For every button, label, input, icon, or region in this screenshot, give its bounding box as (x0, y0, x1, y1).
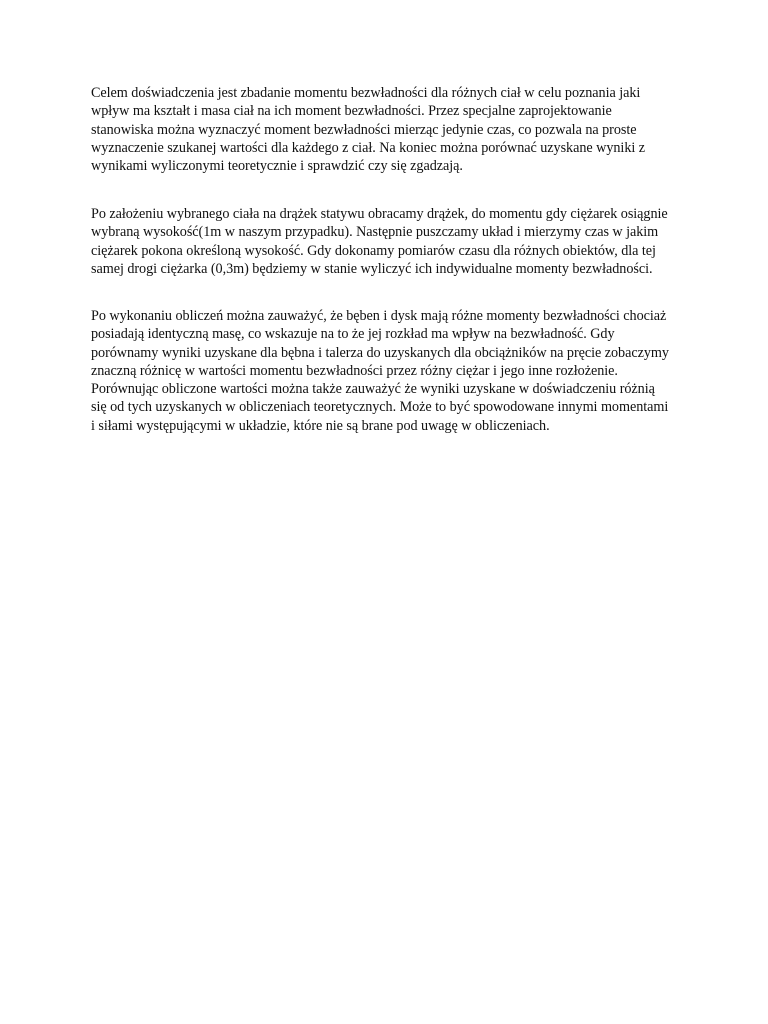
text-line: porównamy wyniki uzyskane dla bębna i talerza do uzyskanych dla obciążników na pręcie zobaczymy (91, 344, 669, 361)
text-line: samej drogi ciężarka (0,3m) będziemy w stanie wyliczyć ich indywidualne momenty bezwładności. (91, 260, 653, 277)
text-line: się od tych uzyskanych w obliczeniach teoretycznych. Może to być spowodowane innymi momentami (91, 399, 669, 416)
text-line: stanowiska można wyznaczyć moment bezwładności mierząc jedynie czas, co pozwala na proste (91, 121, 637, 138)
text-line: ciężarek pokona określoną wysokość. Gdy dokonamy pomiarów czasu dla różnych obiektów, dla tej (91, 242, 656, 259)
paragraph-purpose (91, 84, 681, 175)
text-line: Po wykonaniu obliczeń można zauważyć, że bęben i dysk mają różne momenty bezwładności chociaż (91, 308, 667, 324)
text-line: Porównując obliczone wartości można także zauważyć że wyniki uzyskane w doświadczeniu różnią (91, 381, 655, 398)
text-line: Po założeniu wybranego ciała na drążek statywu obracamy drążek, do momentu gdy ciężarek osiągnie (91, 206, 668, 222)
paragraph-procedure (91, 205, 681, 278)
text-line: Celem doświadczenia jest zbadanie momentu bezwładności dla różnych ciał w celu poznania jaki (91, 85, 641, 101)
text-line: znaczną różnicę w wartości momentu bezwładności przez różny ciężar i jego inne rozłożenie. (91, 362, 618, 379)
text-line: wynikami wyliczonymi teoretycznie i sprawdzić czy się zgadzają. (91, 158, 463, 175)
paragraph-conclusions (91, 307, 681, 435)
text-line: wyznaczenie szukanej wartości dla każdego z ciał. Na koniec można porównać uzyskane wyniki z (91, 139, 645, 156)
text-line: wpływ ma kształt i masa ciał na ich moment bezwładności. Przez specjalne zaprojektowanie (91, 103, 612, 120)
text-line: posiadają identyczną masę, co wskazuje na to że jej rozkład ma wpływ na bezwładność. Gdy (91, 326, 615, 343)
text-line: i siłami występującymi w układzie, które nie są brane pod uwagę w obliczeniach. (91, 417, 550, 434)
text-line: wybraną wysokość(1m w naszym przypadku). Następnie puszczamy układ i mierzymy czas w jakim (91, 224, 659, 241)
